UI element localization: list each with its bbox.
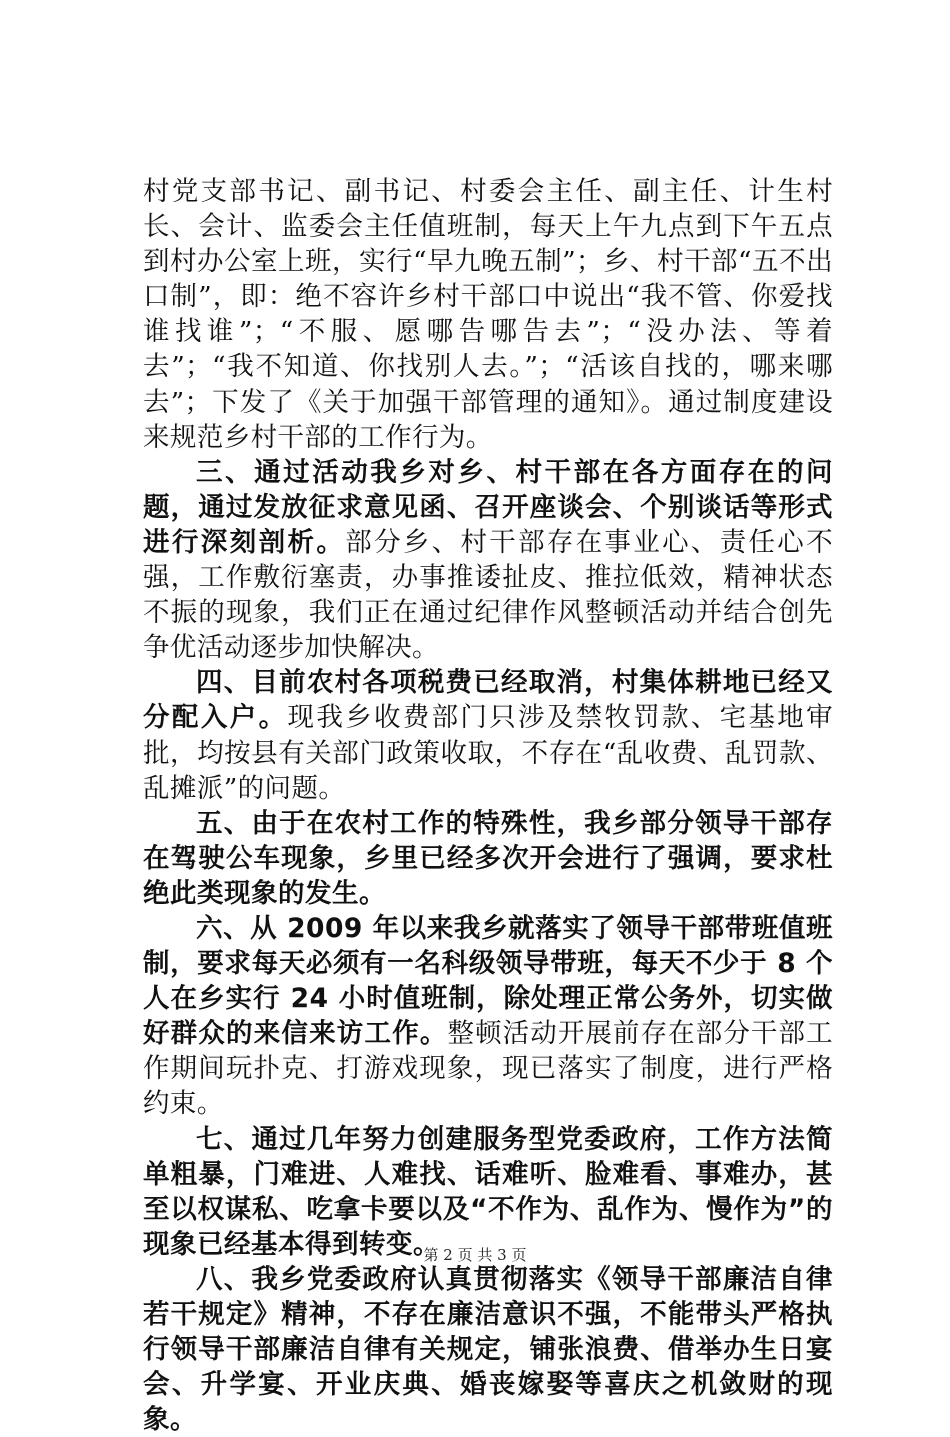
paragraph-text: 部分乡、村干部存在事业心、责任心不强，工作敷衍塞责，办事推诿扯皮、推拉低效，精神状态不振的现象，我们正在通过纪律作风整顿活动并结合创先争优活动逐步加快解决。: [143, 526, 833, 664]
page-number-label: 第 2 页 共 3 页: [423, 1246, 527, 1264]
paragraph-item-8: [143, 1262, 833, 1437]
paragraph-item-6: [143, 911, 833, 1122]
paragraph-lead: 三、通过活动我乡对乡、村干部在各方面存在的问题，通过发放征求意见函、召开座谈会、个别谈话等形式进行深刻剖析。: [143, 456, 833, 558]
paragraph-item-7: [143, 1122, 833, 1262]
paragraph-item-3: [143, 455, 833, 666]
paragraph-lead: 七、通过几年努力创建服务型党委政府，工作方法简单粗暴，门难进、人难找、话难听、脸难看、事难办，甚至以权谋私、吃拿卡要以及“不作为、乱作为、慢作为”的现象已经基本得到转变。: [143, 1123, 833, 1260]
paragraph-lead: 五、由于在农村工作的特殊性，我乡部分领导干部存在驾驶公车现象，乡里已经多次开会进行了强调，要求杜绝此类现象的发生。: [143, 807, 833, 909]
paragraph-item-5: [143, 806, 833, 911]
paragraph-lead: 八、我乡党委政府认真贯彻落实《领导干部廉洁自律若干规定》精神，不存在廉洁意识不强，不能带头严格执行领导干部廉洁自律有关规定，铺张浪费、借举办生日宴会、升学宴、开业庆典、婚丧嫁娶等喜庆之机敛财的现象。: [143, 1263, 833, 1436]
paragraph-text: 现我乡收费部门只涉及禁牧罚款、宅基地审批，均按县有关部门政策收取，不存在“乱收费、乱罚款、乱摊派”的问题。: [143, 702, 833, 804]
page-footer: [0, 1245, 950, 1265]
paragraph-text: 整顿活动开展前存在部分干部工作期间玩扑克、打游戏现象，现已落实了制度，进行严格约束。: [143, 1018, 833, 1120]
paragraph-lead: 六、从 2009 年以来我乡就落实了领导干部带班值班制，要求每天必须有一名科级领导带班，每天不少于 8 个人在乡实行 24 小时值班制，除处理正常公务外，切实做好群众的来信来访工作。: [143, 912, 833, 1050]
paragraph-duty-system: [143, 174, 833, 455]
paragraph-lead: 四、目前农村各项税费已经取消，村集体耕地已经又分配入户。: [143, 667, 833, 734]
paragraph-item-4: [143, 665, 833, 805]
paragraph-text: 村党支部书记、副书记、村委会主任、副主任、计生村长、会计、监委会主任值班制，每天上午九点到下午五点到村办公室上班，实行“早九晚五制”；乡、村干部“五不出口制”，即：绝不容许乡村干部口中说出“我不管、你爱找谁找谁”；“不服、愿哪告哪告去”；“没办法、等着去”；“我不知道、你找别人去。”；“活该自找的，哪来哪去”；下发了《关于加强干部管理的通知》。通过制度建设来规范乡村干部的工作行为。: [143, 176, 833, 453]
